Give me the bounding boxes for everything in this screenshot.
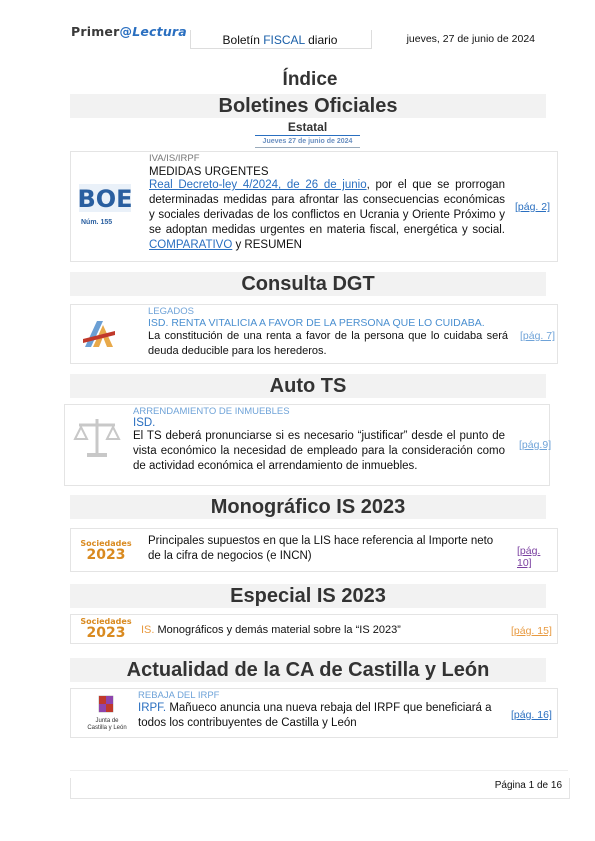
sociedades-logo-2-year: 2023 xyxy=(86,625,126,641)
estatal-date: Jueves 27 de junio de 2024 xyxy=(255,138,360,148)
logo-primer: Primer xyxy=(71,24,120,39)
dgt-heading: ISD. RENTA VITALICIA A FAVOR DE LA PERSONA QUE LO CUIDABA. xyxy=(148,317,485,329)
logo-lectura: Lectura xyxy=(132,24,187,39)
mono-text: Principales supuestos en que la LIS hace referencia al Importe neto de la cifra de negocios (e INCN) xyxy=(148,535,494,562)
scales-of-justice-icon xyxy=(73,415,121,459)
boe-card xyxy=(70,151,558,262)
boe-page-link[interactable]: [pág. 2] xyxy=(515,201,551,213)
boe-text: , por el que se prorrogan determinadas medidas para afrontar las consecuencias económicas y sociales derivadas de los conflictos en Ucrania y Oriente Próximo y se adoptan medidas urgentes en materia fiscal, energética y social. xyxy=(149,179,505,236)
dgt-page-link[interactable]: [pág. 7] xyxy=(520,330,556,342)
mono-page-link[interactable]: [pág. 10] xyxy=(517,545,541,569)
header-date: jueves, 27 de junio de 2024 xyxy=(406,33,535,45)
bulletin-title xyxy=(190,33,370,47)
dgt-tag: LEGADOS xyxy=(148,306,194,317)
boe-resumen: y RESUMEN xyxy=(232,239,302,251)
footer-divider xyxy=(70,770,568,771)
logo-at: @ xyxy=(119,24,133,39)
ts-text: El TS deberá pronunciarse si es necesario “justificar” desde el punto de vista económico la necesidad de empleado para la consideración como de actividad económica el arrendamiento de inmuebles. xyxy=(133,430,505,472)
comparativo-link[interactable]: COMPARATIVO xyxy=(149,239,233,251)
boe-description xyxy=(149,178,505,253)
sociedades-logo-year: 2023 xyxy=(86,547,126,563)
boe-decree-link[interactable]: Real Decreto-ley 4/2024, de 26 de junio xyxy=(149,179,367,191)
brand-logo xyxy=(71,24,187,39)
title-post: diario xyxy=(304,33,338,47)
boe-number: Núm. 155 xyxy=(81,219,113,226)
boe-logo xyxy=(77,182,135,232)
sociedades-logo-top: Sociedades xyxy=(80,539,132,548)
cyl-description xyxy=(138,701,506,731)
dgt-card xyxy=(70,304,558,364)
section-monografico: Monográfico IS 2023 xyxy=(70,495,546,519)
cyl-heading: IRPF. xyxy=(138,702,167,714)
especial-card xyxy=(70,614,558,644)
cyl-tag: REBAJA DEL IRPF xyxy=(138,690,220,701)
ts-tag: ARRENDAMIENTO DE INMUEBLES xyxy=(133,406,290,417)
junta-castilla-leon-logo xyxy=(79,695,135,732)
agencia-tributaria-icon xyxy=(79,317,119,353)
sociedades-logo xyxy=(77,539,135,562)
index-title: Índice xyxy=(282,69,338,90)
ts-card xyxy=(64,404,550,486)
especial-text: Monográficos y demás material sobre la “IS 2023” xyxy=(157,624,401,636)
section-actualidad-cyl: Actualidad de la CA de Castilla y León xyxy=(70,658,546,682)
section-auto-ts: Auto TS xyxy=(70,374,546,398)
section-consulta-dgt: Consulta DGT xyxy=(70,272,546,296)
page-number: Página 1 de 16 xyxy=(494,780,562,791)
section-especial: Especial IS 2023 xyxy=(70,584,546,608)
junta-logo-line2: Castilla y León xyxy=(87,725,127,731)
sociedades-logo-2 xyxy=(77,617,135,640)
junta-logo-line1: Junta de xyxy=(95,718,119,724)
especial-tag: IS. xyxy=(141,624,155,636)
especial-page-link[interactable]: [pág. 15] xyxy=(511,625,552,637)
cyl-card xyxy=(70,688,558,738)
ts-heading: ISD. xyxy=(133,417,156,429)
ts-page-link[interactable]: [pág.9] xyxy=(519,439,552,451)
boe-tag: IVA/IS/IRPF xyxy=(149,153,200,164)
title-fiscal: FISCAL xyxy=(263,33,305,47)
castilla-leon-shield-icon xyxy=(79,695,135,713)
boe-heading: MEDIDAS URGENTES xyxy=(149,166,269,178)
dgt-text: La constitución de una renta a favor de la persona que lo cuidaba será deuda deducible para los herederos. xyxy=(148,330,508,357)
especial-line xyxy=(141,624,401,636)
boe-logo-icon xyxy=(77,182,135,214)
boe-logo-text: BOE xyxy=(77,185,133,213)
cyl-text: Mañueco anuncia una nueva rebaja del IRPF que beneficiará a todos los contribuyentes de Castilla y León xyxy=(138,702,492,729)
cyl-page-link[interactable]: [pág. 16] xyxy=(511,709,552,721)
subsection-estatal: Estatal xyxy=(255,120,360,136)
title-pre: Boletín xyxy=(222,33,264,47)
mono-card xyxy=(70,528,558,572)
section-boletines-oficiales: Boletines Oficiales xyxy=(70,94,546,118)
sociedades-logo-2-top: Sociedades xyxy=(80,617,132,626)
